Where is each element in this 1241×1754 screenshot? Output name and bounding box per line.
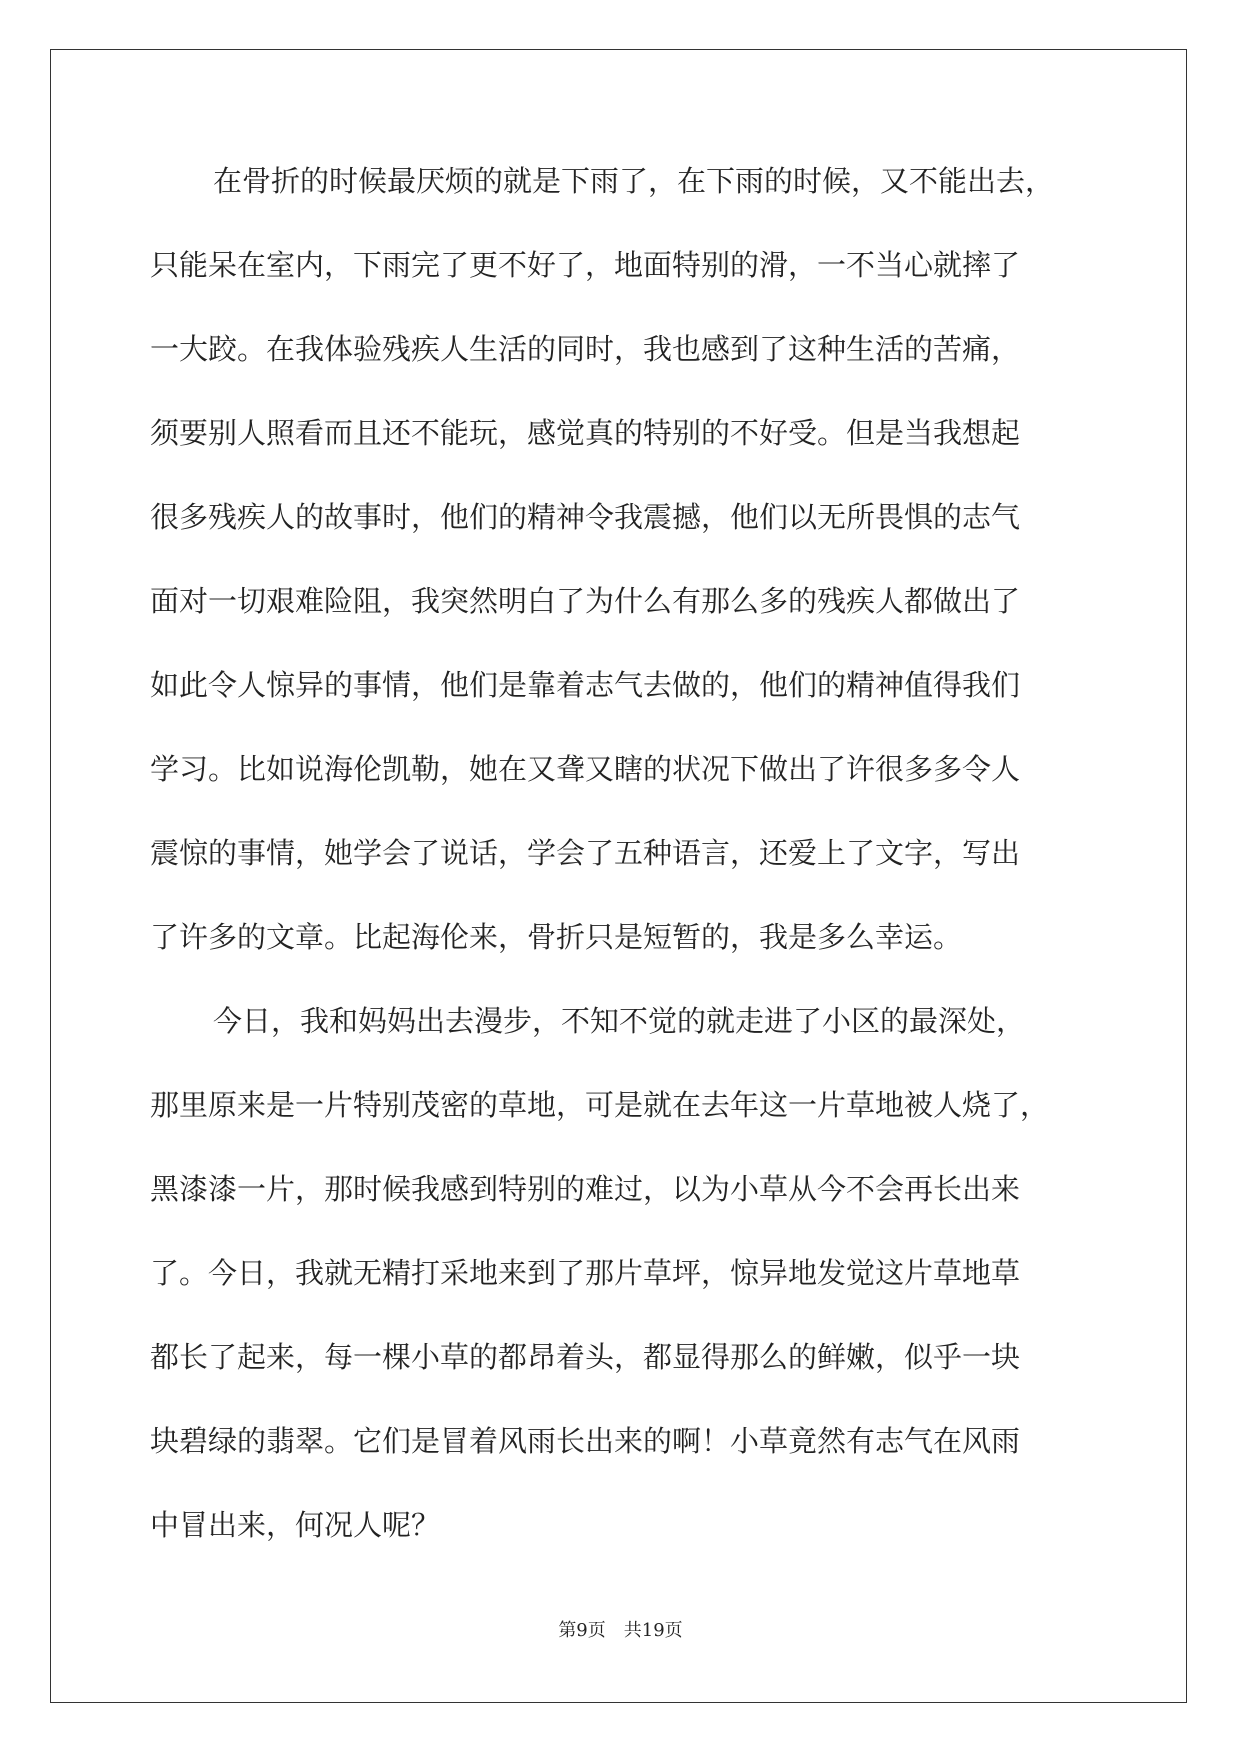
text-line: 须要别人照看而且还不能玩，感觉真的特别的不好受。但是当我想起 <box>150 416 1021 450</box>
text-line: 都长了起来，每一棵小草的都昂着头，都显得那么的鲜嫩，似乎一块 <box>150 1340 1021 1374</box>
text-line: 在骨折的时候最厌烦的就是下雨了，在下雨的时候，又不能出去， <box>213 164 1055 198</box>
text-line: 了许多的文章。比起海伦来，骨折只是短暂的，我是多么幸运。 <box>150 920 963 954</box>
text-line: 面对一切艰难险阻，我突然明白了为什么有那么多的残疾人都做出了 <box>150 584 1021 618</box>
text-line: 一大跤。在我体验残疾人生活的同时，我也感到了这种生活的苦痛， <box>150 332 1021 366</box>
text-line: 黑漆漆一片，那时候我感到特别的难过，以为小草从今不会再长出来 <box>150 1172 1021 1206</box>
paragraph-2 <box>150 1001 1090 1589</box>
text-line: 那里原来是一片特别茂密的草地，可是就在去年这一片草地被人烧了， <box>150 1088 1050 1122</box>
page-number-footer: 第9页 共19页 <box>558 1620 683 1641</box>
text-line: 中冒出来，何况人呢？ <box>150 1508 441 1542</box>
text-line: 今日，我和妈妈出去漫步，不知不觉的就走进了小区的最深处， <box>213 1004 1026 1038</box>
document-body <box>150 161 1090 1589</box>
text-line: 块碧绿的翡翠。它们是冒着风雨长出来的啊！小草竟然有志气在风雨 <box>150 1424 1021 1458</box>
text-line: 只能呆在室内，下雨完了更不好了，地面特别的滑，一不当心就摔了 <box>150 248 1021 282</box>
text-line: 震惊的事情，她学会了说话，学会了五种语言，还爱上了文字，写出 <box>150 836 1021 870</box>
text-line: 学习。比如说海伦凯勒，她在又聋又瞎的状况下做出了许很多多令人 <box>150 752 1021 786</box>
text-line: 了。今日，我就无精打采地来到了那片草坪，惊异地发觉这片草地草 <box>150 1256 1021 1290</box>
paragraph-1 <box>150 161 1090 1001</box>
text-line: 很多残疾人的故事时，他们的精神令我震撼，他们以无所畏惧的志气 <box>150 500 1021 534</box>
text-line: 如此令人惊异的事情，他们是靠着志气去做的，他们的精神值得我们 <box>150 668 1021 702</box>
